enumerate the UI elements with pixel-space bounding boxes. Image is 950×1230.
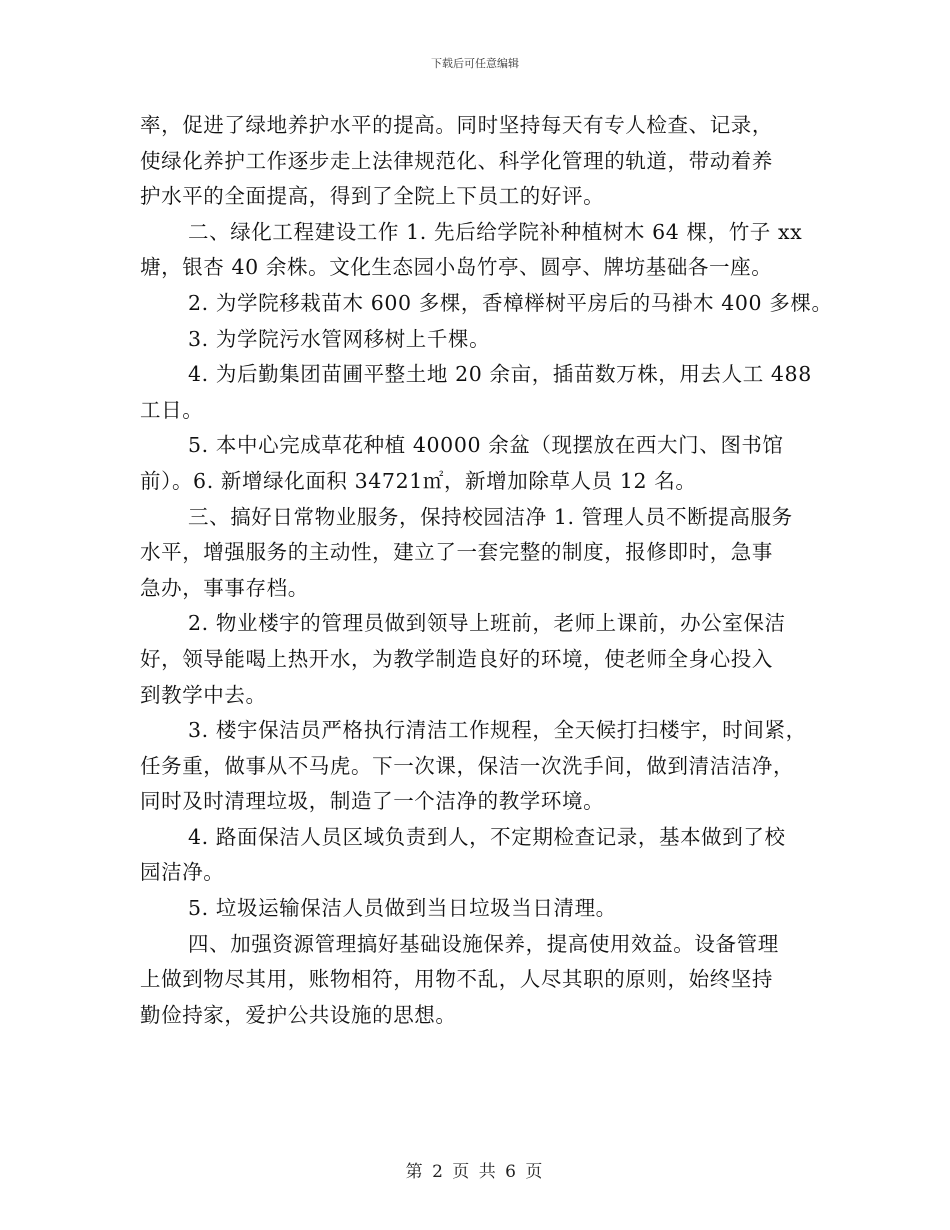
text-line: 到教学中去。 <box>140 682 267 707</box>
text-line: 园洁净。 <box>140 860 225 885</box>
page-number-footer: 第 2 页 共 6 页 <box>405 1162 545 1182</box>
page-header: 下载后可任意编辑 <box>431 57 519 70</box>
text-line: 四、加强资源管理搞好基础设施保养，提高使用效益。设备管理 <box>188 931 779 956</box>
text-line: 使绿化养护工作逐步走上法律规范化、科学化管理的轨道，带动着养 <box>140 148 773 173</box>
text-line: 3. 为学院污水管网移树上千棵。 <box>188 326 491 351</box>
text-line: 护水平的全面提高，得到了全院上下员工的好评。 <box>140 184 605 209</box>
text-line: 急办，事事存档。 <box>140 575 309 600</box>
text-line: 水平，增强服务的主动性，建立了一套完整的制度，报修即时，急事 <box>140 540 773 565</box>
text-line: 三、搞好日常物业服务，保持校园洁净 1. 管理人员不断提高服务 <box>188 504 793 529</box>
text-line: 塘，银杏 40 余株。文化生态园小岛竹亭、圆亭、牌坊基础各一座。 <box>140 255 773 280</box>
text-line: 同时及时清理垃圾，制造了一个洁净的教学环境。 <box>140 789 605 814</box>
text-line: 勤俭持家，爱护公共设施的思想。 <box>140 1002 457 1027</box>
text-line: 2. 为学院移栽苗木 600 多棵，香樟榉树平房后的马褂木 400 多棵。 <box>188 290 833 315</box>
text-line: 4. 路面保洁人员区域负责到人，不定期检查记录，基本做到了校 <box>188 824 786 849</box>
text-line: 2. 物业楼宇的管理员做到领导上班前，老师上课前，办公室保洁 <box>188 611 786 636</box>
text-line: 3. 楼宇保洁员严格执行清洁工作规程，全天候打扫楼宇，时间紧， <box>188 718 807 743</box>
text-line: 5. 本中心完成草花种植 40000 余盆（现摆放在西大门、图书馆 <box>188 433 784 458</box>
text-line: 率，促进了绿地养护水平的提高。同时坚持每天有专人检查、记录， <box>140 113 773 137</box>
text-line: 前）。6. 新增绿化面积 34721㎡，新增加除草人员 12 名。 <box>140 468 697 493</box>
text-line: 上做到物尽其用，账物相符，用物不乱，人尽其职的原则，始终坚持 <box>140 967 773 992</box>
text-line: 二、绿化工程建设工作 1. 先后给学院补种植树木 64 棵，竹子 xx <box>188 219 803 244</box>
text-line: 4. 为后勤集团苗圃平整土地 20 余亩，插苗数万株，用去人工 488 <box>188 362 812 387</box>
text-line: 好，领导能喝上热开水，为教学制造良好的环境，使老师全身心投入 <box>140 646 773 671</box>
text-line: 工日。 <box>140 397 204 422</box>
document-body <box>140 108 840 1033</box>
text-line: 任务重，做事从不马虎。下一次课，保洁一次洗手间，做到清洁洁净， <box>140 753 795 778</box>
text-line: 5. 垃圾运输保洁人员做到当日垃圾当日清理。 <box>188 896 617 921</box>
